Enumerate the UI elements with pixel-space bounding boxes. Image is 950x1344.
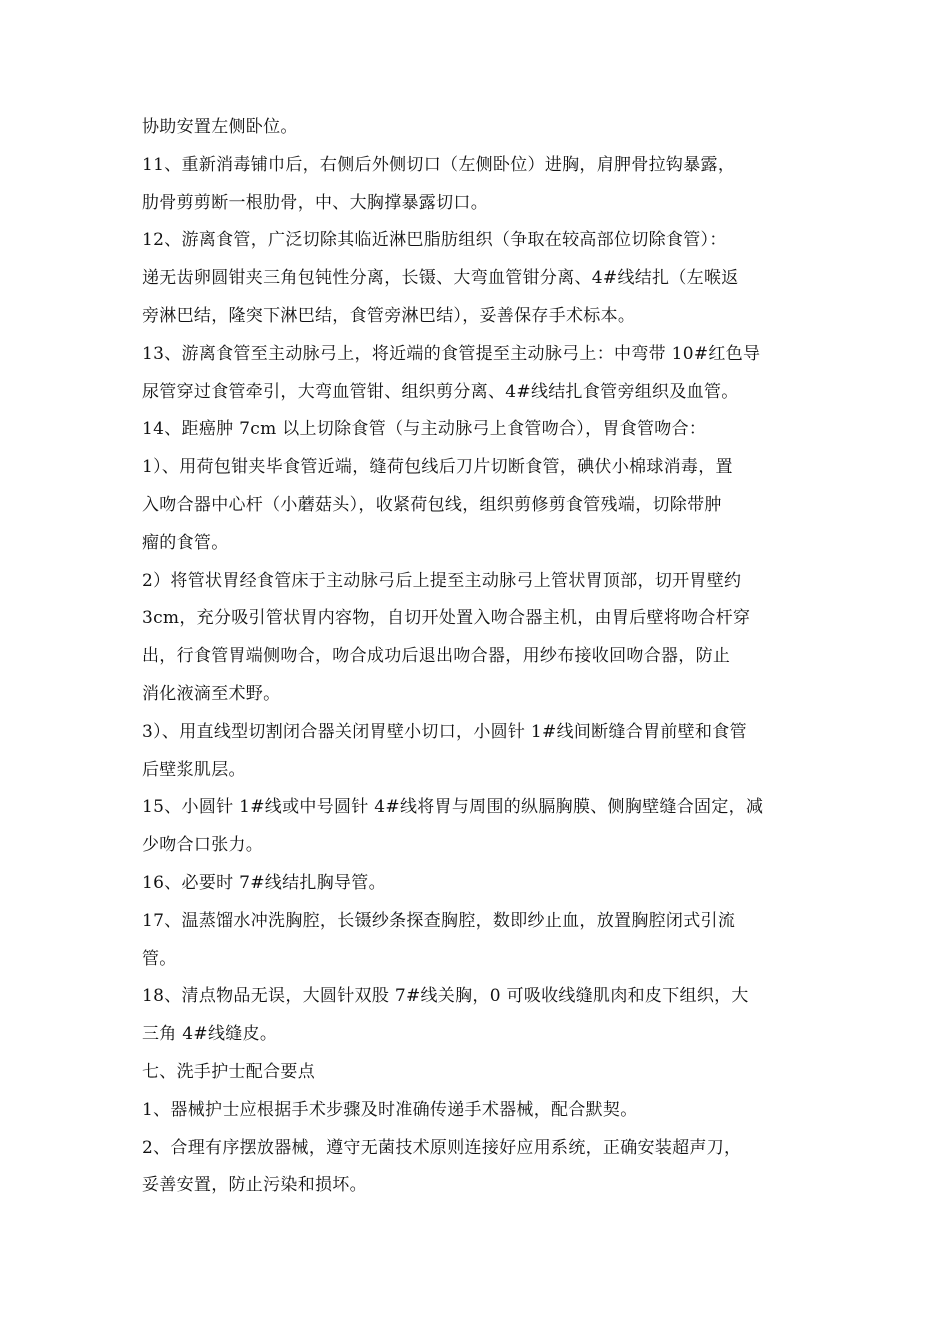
document-body [142,109,812,1205]
text-line: 三角 4#线缝皮。 [142,1024,278,1045]
text-line: 3cm，充分吸引管状胃内容物，自切开处置入吻合器主机，由胃后壁将吻合杆穿 [142,608,751,629]
text-line: 七、洗手护士配合要点 [142,1061,315,1082]
text-line: 18、清点物品无误，大圆针双股 7#线关胸，0 可吸收线缝肌肉和皮下组织，大 [142,986,749,1007]
text-line: 出，行食管胃端侧吻合，吻合成功后退出吻合器，用纱布接收回吻合器，防止 [142,646,731,667]
paragraph [142,563,812,714]
text-line: 1、器械护士应根据手术步骤及时准确传递手术器械，配合默契。 [142,1099,638,1120]
text-line: 管。 [142,948,177,969]
text-line: 17、温蒸馏水冲洗胸腔，长镊纱条探查胸腔，数即纱止血，放置胸腔闭式引流 [142,910,736,931]
paragraph [142,449,812,562]
text-line: 少吻合口张力。 [142,835,264,856]
text-line: 协助安置左侧卧位。 [142,117,298,137]
text-line: 13、游离食管至主动脉弓上，将近端的食管提至主动脉弓上：中弯带 10#红色导 [142,343,761,364]
text-line: 递无齿卵圆钳夹三角包钝性分离，长镊、大弯血管钳分离、4#线结扎（左喉返 [142,268,739,289]
paragraph [142,336,812,412]
paragraph [142,978,812,1054]
paragraph [142,1092,812,1130]
paragraph [142,147,812,223]
text-line: 11、重新消毒铺巾后，右侧后外侧切口（左侧卧位）进胸，肩胛骨拉钩暴露， [142,154,736,175]
paragraph [142,222,812,335]
section-heading [142,1054,812,1092]
paragraph [142,789,812,865]
text-line: 消化液滴至术野。 [142,683,281,704]
text-line: 12、游离食管，广泛切除其临近淋巴脂肪组织（争取在较高部位切除食管）： [142,230,727,251]
text-line: 2、合理有序摆放器械，遵守无菌技术原则连接好应用系统，正确安装超声刀， [142,1137,742,1158]
text-line: 旁淋巴结，隆突下淋巴结，食管旁淋巴结），妥善保存手术标本。 [142,305,636,326]
paragraph [142,714,812,790]
text-line: 后壁浆肌层。 [142,759,246,780]
text-line: 16、必要时 7#线结扎胸导管。 [142,872,386,893]
text-line: 1）、用荷包钳夹毕食管近端，缝荷包线后刀片切断食管，碘伏小棉球消毒，置 [142,457,733,478]
text-line: 15、小圆针 1#线或中号圆针 4#线将胃与周围的纵膈胸膜、侧胸壁缝合固定，减 [142,797,764,818]
text-line: 3）、用直线型切割闭合器关闭胃壁小切口，小圆针 1#线间断缝合胃前壁和食管 [142,721,747,742]
paragraph [142,865,812,903]
text-line: 14、距癌肿 7cm 以上切除食管（与主动脉弓上食管吻合），胃食管吻合： [142,419,707,440]
text-line: 肋骨剪剪断一根肋骨，中、大胸撑暴露切口。 [142,192,488,213]
text-line: 入吻合器中心杆（小蘑菇头），收紧荷包线，组织剪修剪食管残端，切除带肿 [142,494,722,515]
paragraph [142,109,812,147]
paragraph [142,1130,812,1206]
text-line: 尿管穿过食管牵引，大弯血管钳、组织剪分离、4#线结扎食管旁组织及血管。 [142,381,739,402]
text-line: 妥善安置，防止污染和损坏。 [142,1175,367,1196]
paragraph [142,903,812,979]
paragraph [142,411,812,449]
text-line: 瘤的食管。 [142,532,229,553]
text-line: 2）将管状胃经食管床于主动脉弓后上提至主动脉弓上管状胃顶部，切开胃壁约 [142,570,742,591]
